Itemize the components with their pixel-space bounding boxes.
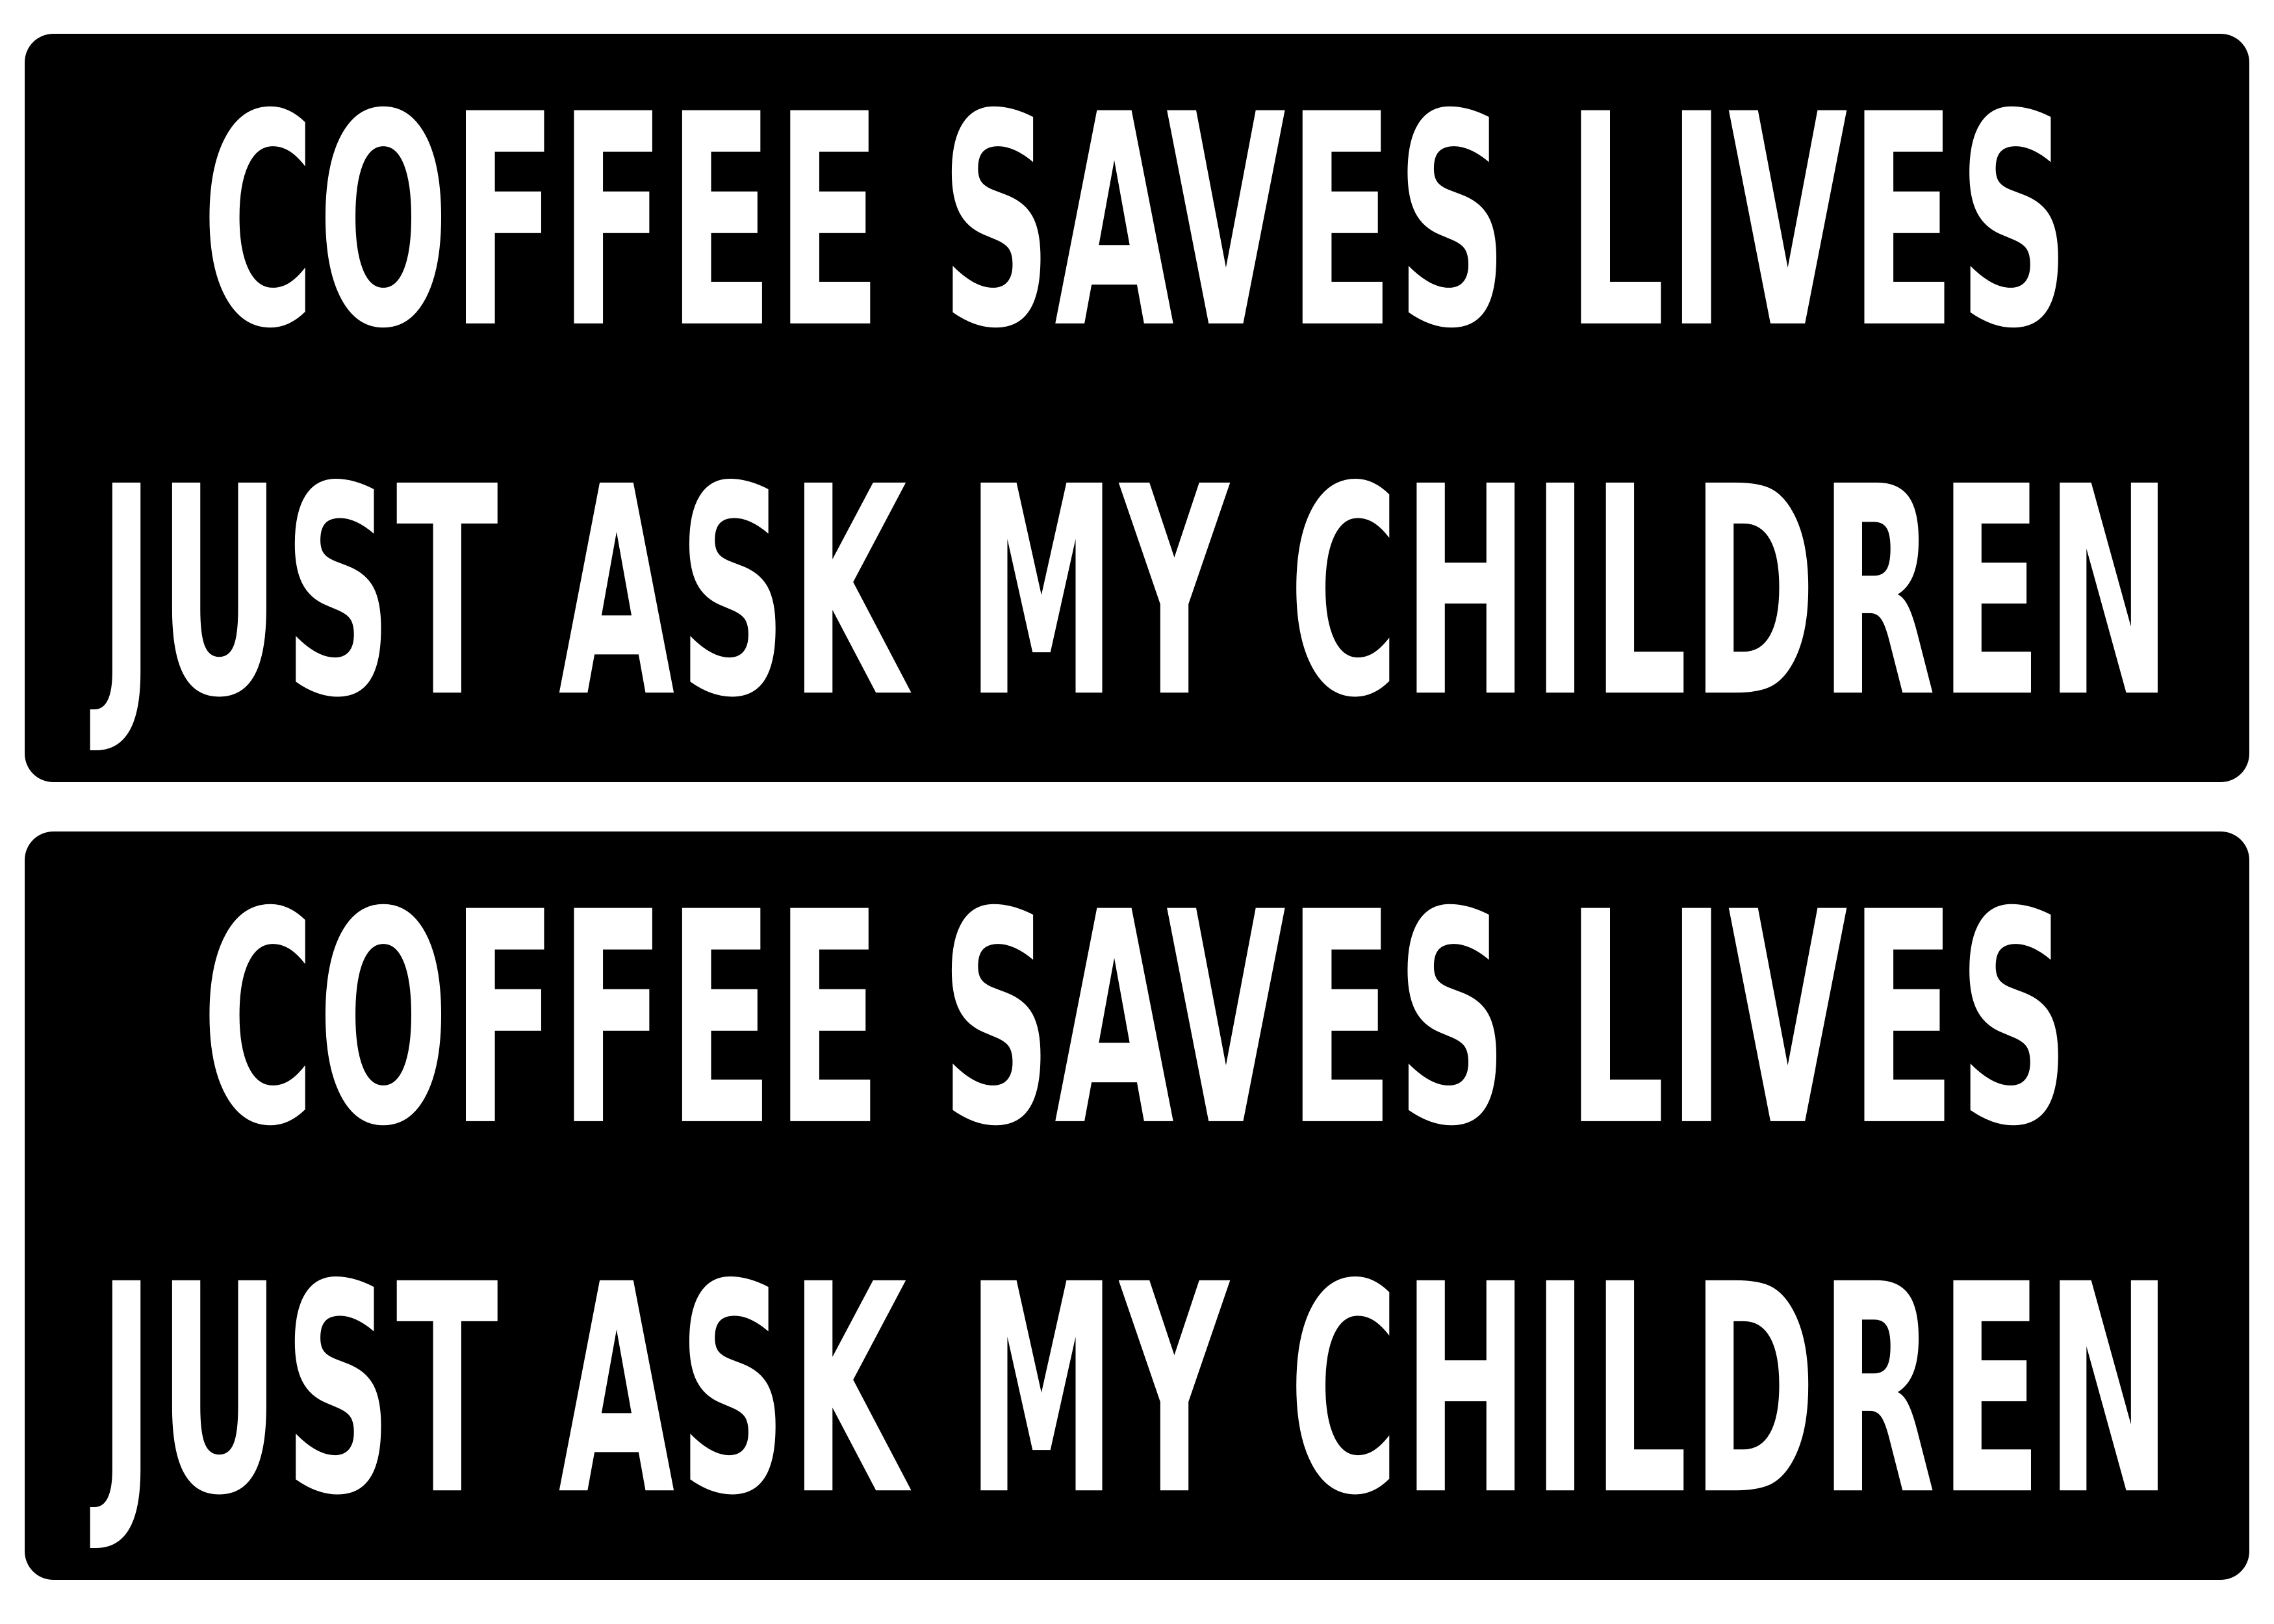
sticker-line-1: COFFEE SAVES LIVES bbox=[201, 849, 2073, 1191]
sticker-line-1: COFFEE SAVES LIVES bbox=[201, 51, 2073, 393]
sticker-line-2: JUST ASK MY CHILDREN bbox=[98, 1223, 2176, 1559]
sticker-top bbox=[25, 34, 2249, 782]
sticker-line-2: JUST ASK MY CHILDREN bbox=[98, 425, 2176, 761]
sticker-bottom bbox=[25, 831, 2249, 1580]
